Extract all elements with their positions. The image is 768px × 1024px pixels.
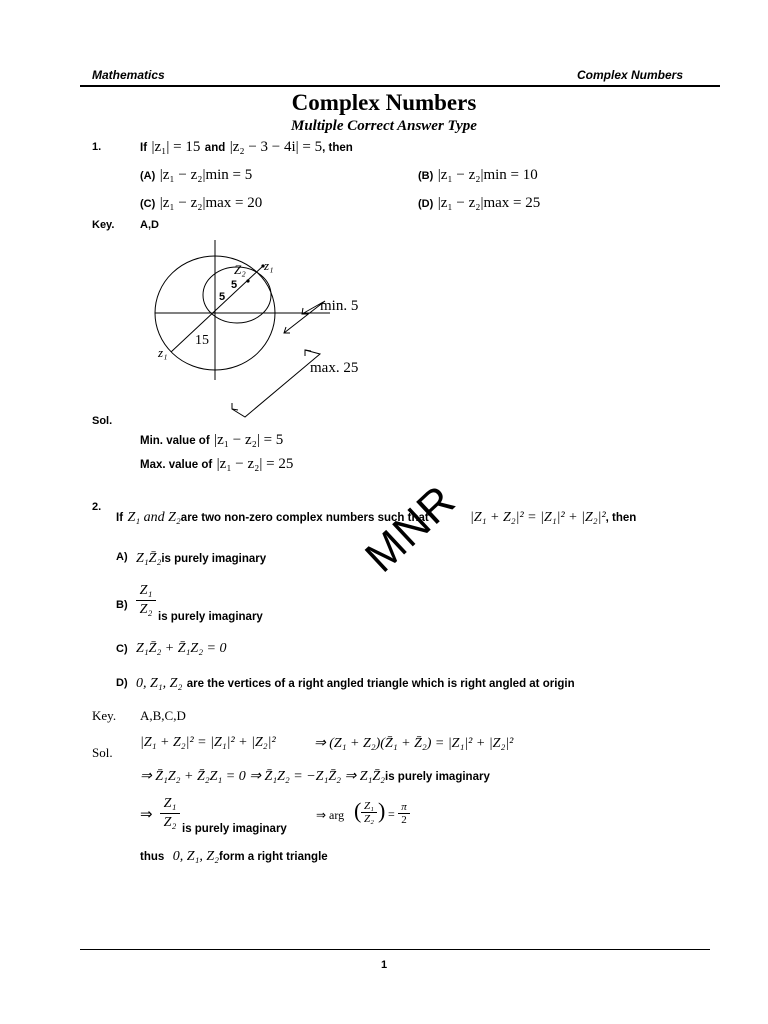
q2-key: A,B,C,D — [140, 708, 186, 723]
label-radius-small-1: 5 — [231, 279, 238, 291]
q1-key: A,D — [140, 219, 159, 231]
q2-option-a-label: A) — [116, 551, 128, 563]
q2-option-c-expr: Z₁Z̄₂ + Z̄₁Z₂ = 0 — [136, 641, 227, 656]
q2-if: If — [116, 512, 124, 524]
q2-stem-eq: |Z₁ + Z₂|² = |Z₁|² + |Z₂|² — [470, 510, 606, 525]
q1-sol-max-expr: |z₁ − z₂| = 25 — [216, 456, 294, 472]
footer-rule — [80, 949, 710, 950]
q2-sol-line1b: ⇒ (Z₁ + Z₂)(Z̄₁ + Z̄₂) = |Z₁|² + |Z₂|² — [314, 736, 514, 751]
q2-sol-line3b-eq: = — [388, 807, 395, 821]
page-subtitle: Multiple Correct Answer Type — [291, 118, 477, 134]
header-subject: Mathematics — [92, 68, 165, 82]
q1-if: If — [140, 142, 148, 154]
q2-option-a-text: is purely imaginary — [161, 553, 267, 565]
max-label: max. 25 — [310, 360, 359, 376]
q2-stem-eq-wrap — [470, 508, 636, 526]
q2-sol-thus-expr: 0, Z₁, Z₂ — [172, 849, 220, 864]
q2-sol-line3-arrow: ⇒ — [140, 807, 153, 823]
q1-option-d-expr: |z₁ − z₂|max = 25 — [437, 195, 541, 211]
q1-cond2: |z₂ − 3 − 4i| = 5 — [229, 139, 323, 155]
header-rule — [80, 85, 720, 87]
q1-option-b-label: (B) — [418, 170, 434, 182]
q2-sol-line2-text: is purely imaginary — [385, 771, 490, 783]
q1-option-d-label: (D) — [418, 198, 434, 210]
q2-option-b-num: Z₁ — [139, 583, 153, 598]
q2-key-label: Key. — [92, 708, 117, 723]
q1-sol-min-expr: |z₁ − z₂| = 5 — [214, 432, 284, 448]
q2-option-b-den: Z₂ — [139, 602, 153, 617]
q2-option-c-label: C) — [116, 643, 128, 655]
q2-vars: Z₁ and Z₂ — [127, 510, 181, 525]
q2-sol-line3b-paren-open: ( — [354, 798, 362, 823]
q1-option-a — [140, 166, 252, 184]
q1-sol-min — [140, 431, 283, 449]
header-chapter: Complex Numbers — [577, 68, 684, 82]
label-radius-small-2: 5 — [219, 291, 226, 303]
q2-stem-text: are two non-zero complex numbers such that — [180, 512, 429, 524]
q2-sol-line1a: |Z₁ + Z₂|² = |Z₁|² + |Z₂|² — [140, 735, 276, 750]
q2-option-d-text: are the vertices of a right angled triangle which is right angled at origin — [186, 678, 575, 690]
q1-then: , then — [322, 142, 353, 154]
min-label: min. 5 — [320, 298, 359, 314]
max-arrow-head — [305, 350, 311, 356]
q1-sol-label: Sol. — [92, 415, 113, 427]
q2-option-a-expr: Z₁Z̄₂ — [136, 551, 162, 566]
q2-sol-line3-fraction-bar — [160, 813, 180, 814]
q1-sol-max-label: Max. value of — [140, 459, 213, 471]
q2-sol-thus-label: thus — [140, 851, 165, 863]
q1-sol-max — [140, 455, 293, 473]
q1-option-c-expr: |z₁ − z₂|max = 20 — [159, 195, 263, 211]
q1-sol-min-label: Min. value of — [140, 435, 210, 447]
q2-sol-line2-expr: ⇒ Z̄₁Z₂ + Z̄₂Z₁ = 0 ⇒ Z̄₁Z₂ = −Z₁Z̄₂ ⇒ Z₁Z̄₂ — [140, 769, 386, 784]
q1-stem — [140, 138, 353, 156]
q2-sol-thus — [140, 847, 328, 865]
q2-sol-line3b-fraction — [361, 800, 377, 825]
q2-option-b-label: B) — [116, 599, 128, 611]
q1-number: 1. — [92, 141, 102, 153]
label-z1-bottom: z₁ — [158, 345, 168, 360]
q2-option-d — [136, 674, 575, 692]
q1-option-c-label: (C) — [140, 198, 156, 210]
q2-sol-line2 — [140, 767, 490, 785]
page-number: 1 — [380, 959, 388, 971]
q2-sol-line3b-rden: 2 — [401, 814, 407, 826]
label-z2: Z₂ — [234, 262, 246, 277]
q1-and: and — [204, 142, 226, 154]
q2-sol-line3b-num: Z₁ — [364, 800, 374, 812]
q2-sol-line3b-paren-close: ) — [378, 798, 386, 823]
q2-option-b — [136, 583, 156, 618]
q1-option-a-label: (A) — [140, 170, 156, 182]
max-arrow-line — [232, 350, 320, 417]
z2-point — [246, 279, 249, 282]
q2-sol-thus-text: form a right triangle — [219, 851, 328, 863]
q1-option-a-expr: |z₁ − z₂|min = 5 — [159, 167, 253, 183]
watermark: MNR — [356, 475, 465, 582]
q1-cond1: |z₁| = 15 — [151, 139, 201, 155]
q1-option-b-expr: |z₁ − z₂|min = 10 — [437, 167, 538, 183]
q2-sol-line3-fraction — [160, 796, 180, 831]
q2-sol-line3b-den: Z₂ — [364, 813, 374, 825]
q2-sol-label: Sol. — [92, 745, 113, 760]
q2-sol-line3b-result — [398, 801, 410, 826]
q2-option-a — [136, 549, 266, 567]
min-arrow-line — [284, 301, 325, 333]
page-title: Complex Numbers — [291, 90, 477, 115]
q2-option-b-text: is purely imaginary — [158, 611, 263, 623]
q2-option-d-expr: 0, Z₁, Z₂ — [136, 676, 183, 691]
q1-option-b — [418, 166, 538, 184]
q2-sol-line3-den: Z₂ — [163, 815, 177, 830]
q1-diagram — [140, 230, 400, 425]
diameter-line — [171, 266, 263, 352]
label-z1-top: z₁ — [264, 258, 274, 273]
q2-option-d-label: D) — [116, 677, 128, 689]
q1-option-d — [418, 194, 540, 212]
max-arrow-tail — [232, 403, 238, 410]
q2-sol-line3-num: Z₁ — [163, 796, 177, 811]
q2-option-b-fraction-bar — [136, 600, 156, 601]
q2-number: 2. — [92, 501, 102, 513]
q2-sol-line3b-rnum: π — [401, 801, 407, 813]
q2-stem — [116, 508, 429, 526]
q2-then: , then — [605, 512, 637, 524]
q2-sol-line3-text: is purely imaginary — [182, 823, 287, 835]
q1-key-label: Key. — [92, 219, 115, 231]
q2-sol-line3b-arg: ⇒ arg — [316, 808, 345, 822]
label-radius-big: 15 — [195, 333, 209, 348]
q1-option-c — [140, 194, 262, 212]
